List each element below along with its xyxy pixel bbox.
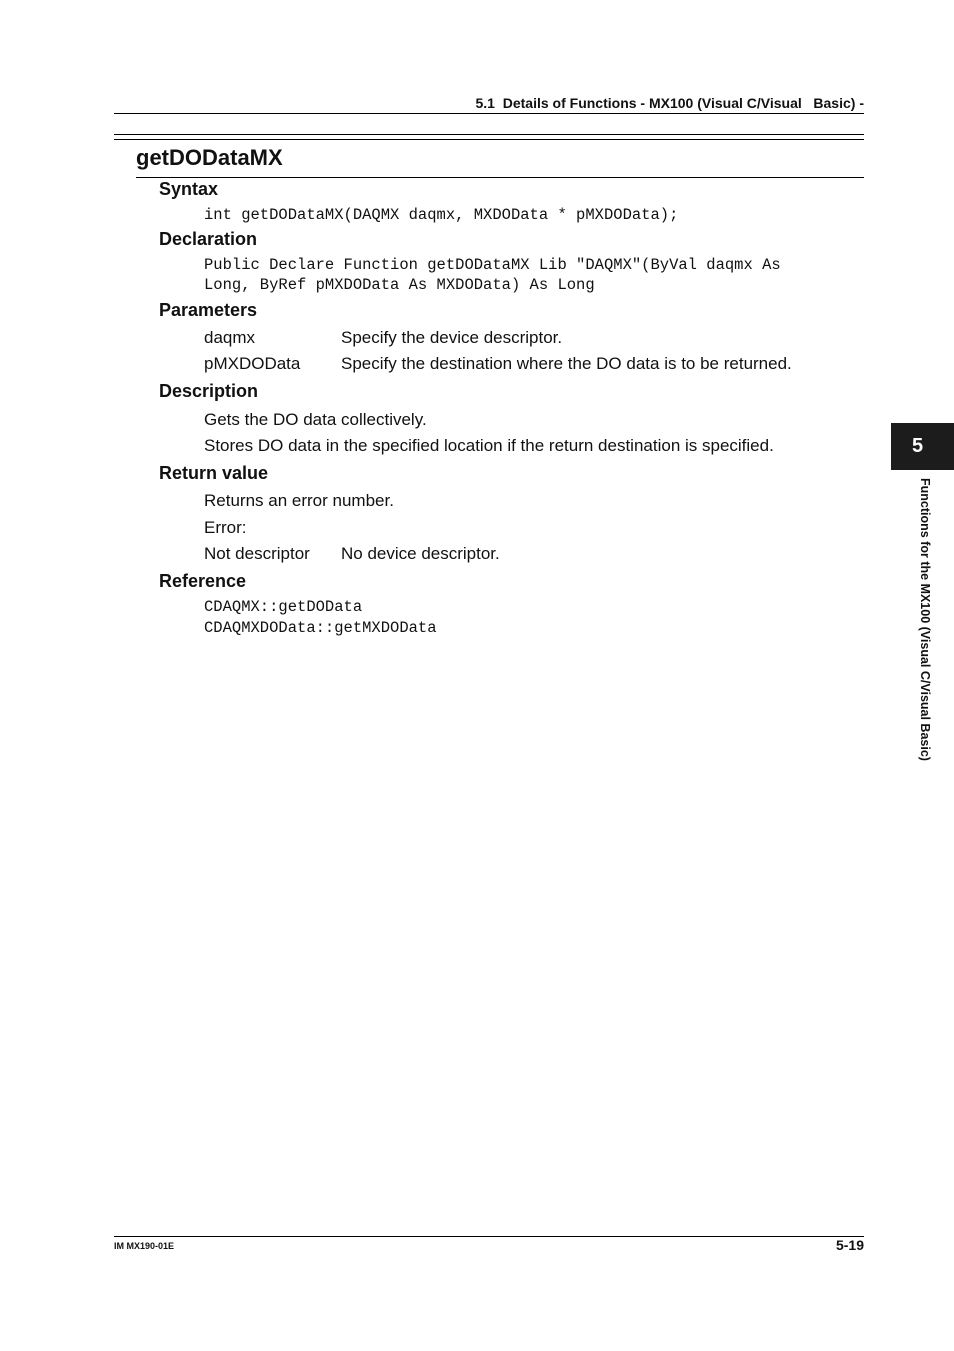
declaration-line-1: Public Declare Function getDODataMX Lib "DAQMX"(ByVal daqmx As (204, 256, 781, 274)
return-value-heading: Return value (159, 463, 269, 483)
description-line: Gets the DO data collectively. (204, 410, 427, 429)
return-value-error-label: Error: (204, 518, 247, 537)
declaration-line-2: Long, ByRef pMXDOData As MXDOData) As Long (204, 276, 595, 294)
title-rule (136, 177, 864, 178)
parameter-description: Specify the destination where the DO data is to be returned. (341, 354, 792, 373)
reference-heading: Reference (159, 571, 247, 591)
footer-rule (114, 1236, 864, 1237)
parameter-name: pMXDOData (204, 354, 301, 373)
error-name: Not descriptor (204, 544, 310, 563)
reference-line: CDAQMX::getDOData (204, 598, 363, 616)
parameter-description: Specify the device descriptor. (341, 328, 563, 347)
chapter-tab (891, 423, 954, 470)
reference-line: CDAQMXDOData::getMXDOData (204, 619, 437, 637)
parameter-name: daqmx (204, 328, 256, 347)
description-heading: Description (159, 381, 259, 401)
description-line: Stores DO data in the specified location if the return destination is specified. (204, 436, 774, 455)
running-header: 5.1 Details of Functions - MX100 (Visual C/Visual Basic) - (475, 95, 864, 111)
error-description: No device descriptor. (341, 544, 500, 563)
return-value-line: Returns an error number. (204, 491, 394, 510)
chapter-number: 5 (911, 435, 924, 457)
syntax-heading: Syntax (159, 179, 219, 199)
header-double-rule-upper (114, 134, 864, 135)
header-double-rule-lower (114, 139, 864, 140)
header-rule (114, 113, 864, 114)
parameters-heading: Parameters (159, 300, 258, 320)
footer-doc-id: IM MX190-01E (114, 1241, 175, 1251)
footer-page-number: 5-19 (835, 1237, 864, 1253)
chapter-side-label: Functions for the MX100 (Visual C/Visual Basic) (918, 478, 932, 761)
function-title: getDODataMX (136, 145, 283, 170)
declaration-heading: Declaration (159, 229, 258, 249)
syntax-code: int getDODataMX(DAQMX daqmx, MXDOData * pMXDOData); (204, 206, 679, 224)
